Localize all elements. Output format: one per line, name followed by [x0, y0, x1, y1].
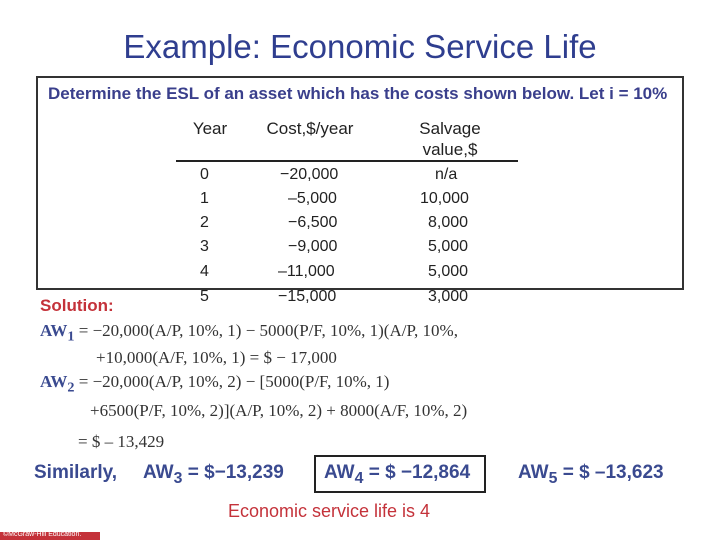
cell-salvage: 3,000	[428, 288, 469, 305]
cell-year: 0	[200, 166, 209, 183]
aw2-equation-line2: +6500(P/F, 10%, 2)](A/P, 10%, 2) + 8000(A/F, 10%, 2)	[90, 401, 468, 420]
cell-cost: –11,000	[278, 263, 335, 280]
cell-salvage: 5,000	[428, 263, 469, 280]
cell-year: 1	[200, 190, 209, 207]
cell-year: 5	[200, 288, 209, 305]
header-salvage-line1: Salvage	[419, 119, 481, 138]
cell-salvage: 5,000	[428, 238, 469, 255]
aw5-symbol: AW	[518, 462, 549, 483]
aw1-expression: = −20,000(A/P, 10%, 1) − 5000(P/F, 10%, 1)(A/P, 10%,	[74, 321, 458, 340]
cell-year: 4	[200, 263, 209, 280]
aw3-value: = $−13,239	[182, 462, 284, 483]
header-cost: Cost,$/year	[266, 119, 354, 138]
aw1-symbol: AW	[40, 321, 68, 340]
cell-cost: −20,000	[280, 166, 339, 183]
aw3-subscript: 3	[173, 469, 183, 487]
header-year: Year	[192, 119, 228, 138]
similarly-label: Similarly,	[34, 462, 118, 483]
header-salvage-line2: value,$	[422, 140, 478, 159]
aw1-equation-line1	[40, 321, 458, 345]
aw1-subscript: 1	[67, 328, 75, 345]
cell-year: 2	[200, 214, 209, 231]
cell-year: 3	[200, 238, 209, 255]
aw2-result: = $ – 13,429	[78, 432, 165, 451]
aw2-expression: = −20,000(A/P, 10%, 2) − [5000(P/F, 10%, 1)	[74, 372, 390, 391]
copyright-footer: ©McGraw-Hill Education.	[3, 531, 82, 538]
aw4-symbol: AW	[324, 462, 355, 483]
aw2-symbol: AW	[40, 372, 68, 391]
problem-statement: Determine the ESL of an asset which has the costs shown below. Let i = 10%	[48, 84, 668, 103]
aw1-equation-line2: +10,000(A/F, 10%, 1) = $ − 17,000	[96, 348, 337, 367]
cell-salvage: n/a	[435, 166, 458, 183]
slide-title: Example: Economic Service Life	[123, 28, 597, 65]
cell-cost: −6,500	[288, 214, 338, 231]
cell-cost: −9,000	[288, 238, 338, 255]
cell-cost: −15,000	[278, 288, 337, 305]
aw3-result	[143, 462, 284, 488]
conclusion-text: Economic service life is 4	[228, 501, 431, 521]
aw4-subscript: 4	[354, 469, 364, 487]
aw5-value: = $ –13,623	[557, 462, 664, 483]
aw2-subscript: 2	[67, 379, 75, 396]
aw2-equation-line1	[40, 372, 389, 396]
problem-box	[36, 76, 684, 290]
aw5-subscript: 5	[548, 469, 558, 487]
cell-salvage: 8,000	[428, 214, 469, 231]
solution-label: Solution:	[40, 296, 114, 315]
aw4-result	[324, 462, 470, 488]
aw3-symbol: AW	[143, 462, 174, 483]
table-header-rule	[176, 160, 518, 162]
cell-cost: –5,000	[288, 190, 337, 207]
aw5-result	[518, 462, 664, 488]
aw4-value: = $ −12,864	[363, 462, 471, 483]
cell-salvage: 10,000	[420, 190, 469, 207]
